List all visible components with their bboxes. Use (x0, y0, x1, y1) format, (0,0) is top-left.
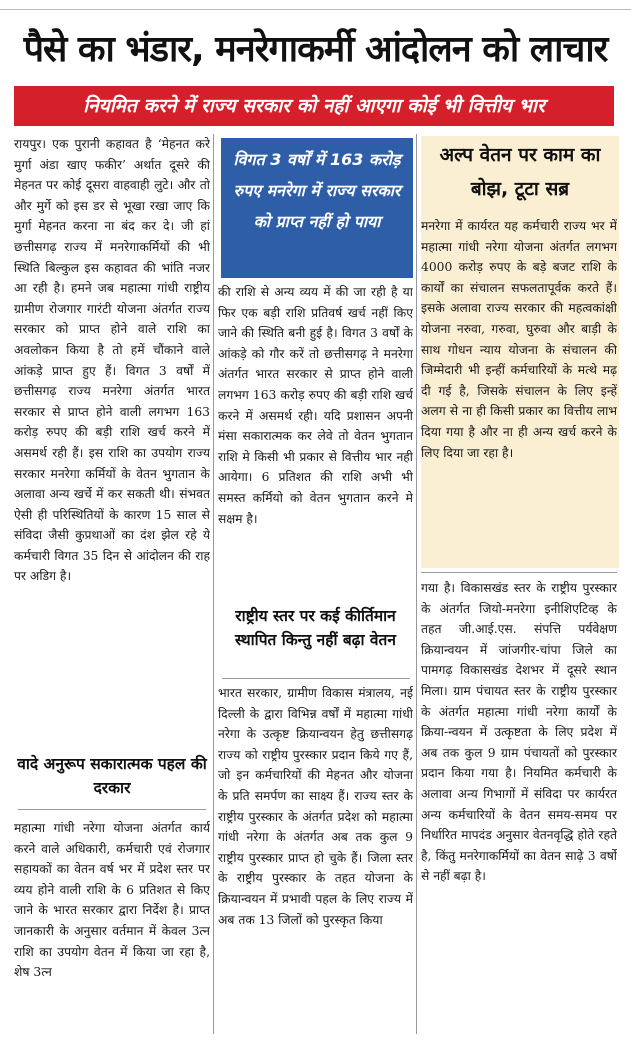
article-paragraph: भारत सरकार, ग्रामीण विकास मंत्रालय, नई दिल्ली के द्वारा विभिन्न वर्षों में महात्मा गांधी नरेगा के उत्कृष्ट क्रियान्वयन हेतु छत्तीसगढ़ राज्य को राष्ट्रीय पुरस्कार प्रदान किये गए हैं, जो इन कर्मचारियों की मेहनत और योजना के प्रति समर्पण का साक्ष्य हैं। राज्य स्तर के राष्ट्रीय पुरस्कार के अंतर्गत प्रदेश को महात्मा गांधी नरेगा के अंतर्गत अब तक कुल 9 राष्ट्रीय पुरस्कार प्राप्त हो चुके हैं। जिला स्तर के राष्ट्रीय पुरस्कार के तहत योजना के क्रियान्वयन में प्रभावी पहल के लिए राज्य में अब तक 13 जिलों को पुरस्कृत किया (218, 686, 413, 927)
column-1b-body (14, 818, 210, 1033)
article-paragraph: महात्मा गांधी नरेगा योजना अंतर्गत कार्य करने वाले अधिकारी, कर्मचारी एवं रोजगार सहायकों का वेतन वर्ष भर में प्रदेश स्तर पर व्यय होने वाली राशि के 6 प्रतिशत से किए जाने के भारत सरकार द्वारा निर्देश है। प्राप्त जानकारी के अनुसार वर्तमान में केवल 3त्न राशि का उपयोग वेतन में किया जा रहा है, शेष 3त्न (14, 821, 210, 980)
article-paragraph: की राशि से अन्य व्यय में की जा रही है या फिर एक बड़ी राशि प्रतिवर्ष खर्च नहीं किए जाने की स्थिति बनी हुई है। विगत 3 वर्षों के आंकड़े को गौर करें तो छत्तीसगढ़ ने मनरेगा अंतर्गत भारत सरकार से प्राप्त होने वाली लगभग 163 करोड़ रुपए की बड़ी राशि खर्च करने में असमर्थ रही। यदि प्रशासन अपनी मंसा सकारात्मक कर लेवे तो वेतन भुगतान राशि मे किसी भी प्रकार से वित्तीय भार नही आयेगा। 6 प्रतिशत की राशि अभी भी समस्त कर्मियो को वेतन भुगतान करने मे सक्षम है। (218, 285, 413, 526)
sidebar-headline: अल्प वेतन पर काम का बोझ, टूटा सब्र (439, 144, 601, 200)
column-divider (416, 134, 417, 1034)
subhead-divider (222, 678, 410, 679)
article-paragraph: रायपुर। एक पुरानी कहावत है ‘मेहनत करे मुर्गा अंडा खाए फकीर’ अर्थात दूसरे की मेहनत पर कोई दूसरा वाहवाही लुटे। और तो और मुर्गे को इस डर से भूखा रखा जाए कि मुर्गा मेहनत करना ना बंद कर दे। जी हां छत्तीसगढ़ राज्य में मनरेगाकर्मियों की भी स्थिति बिल्कुल इस कहावत की भांति नजर आ रही है। हमने जब महात्मा गांधी राष्ट्रीय ग्रामीण रोजगार गारंटी योजना अंतर्गत राज्य सरकार को प्राप्त होने वाले राशि का अवलोकन किया है तो हमें चौंकाने वाले आंकड़े प्राप्त हुए हैं। विगत 3 वर्षों में छत्तीसगढ़ राज्य मनरेगा अंतर्गत भारत सरकार से प्राप्त होने वाली लगभग 163 करोड़ रुपए की बड़ी राशि खर्च करने में असमर्थ रही हैं। इस राशि का उपयोग राज्य सरकार मनरेगा कर्मियों के वेतन भुगतान के अलावा अन्य खर्चे में कर सकती थी। संभवत ऐसी ही परिस्थितियों के कारण 15 साल से संविदा जैसी कुप्रथाओं का दंश झेल रहे ये कर्मचारी विगत 35 दिन से आंदोलन की राह पर अडिग है। (14, 137, 210, 584)
page-top-border (0, 0, 631, 10)
column-2b-body (218, 683, 413, 1033)
column-1-body (14, 134, 210, 748)
subheadline-banner: नियमित करने में राज्य सरकार को नहीं आएगा कोई भी वित्तीय भार (14, 86, 614, 126)
article-paragraph: गया है। विकासखंड स्तर के राष्ट्रीय पुरस्कार के अंतर्गत जियो-मनरेगा इनीशिएटिव्ह के तहत जी.आई.एस. संपत्ति पर्यवेक्षण क्रियान्वयन में जांजगीर-चांपा जिले का पामगढ़ विकासखंड देशभर में दूसरे स्थान मिला। ग्राम पंचायत स्तर के राष्ट्रीय पुरस्कार के अंतर्गत महात्मा गांधी नरेगा कार्यों के क्रिया-न्वयन में उत्कृष्टता के लिए प्रदेश में अब तक कुल 9 ग्राम पंचायतों को पुरस्कार प्रदान किया गया है। नियमित कर्मचारी के अलावा अन्य गिभागों में संविदा पर कार्यरत अन्य कर्मचारियों के वेतन समय-समय पर निर्धारित मापदंड अनुसार वेतनवृद्धि होते रहते है, किंतु मनरेगाकर्मियों का वेतन साढ़े 3 वर्षो से नहीं बढ़ा है। (421, 581, 617, 884)
headline: पैसे का भंडार, मनरेगाकर्मी आंदोलन को लाचार (23, 29, 608, 70)
sidebar-divider (421, 572, 617, 573)
column-3b-body (421, 578, 617, 1033)
column-3a-body (421, 216, 617, 560)
subhead-divider (18, 809, 206, 810)
subhead-national-awards: राष्ट्रीय स्तर पर कई कीर्तिमान स्थापित किन्तु नहीं बढ़ा वेतन (235, 607, 396, 649)
subhead-positive-initiative: वादे अनुरूप सकारात्मक पहल की दरकार (17, 755, 207, 797)
highlight-box-blue: विगत 3 वर्षों में 163 करोड़ रुपए मनरेगा में राज्य सरकार को प्राप्त नहीं हो पाया (221, 138, 413, 278)
column-divider (213, 134, 214, 1034)
column-2a-body (218, 282, 413, 600)
article-paragraph: मनरेगा में कार्यरत यह कर्मचारी राज्य भर में महात्मा गांधी नरेगा योजना अंतर्गत लगभग 4000 करोड़ रुपए के बड़े बजट राशि के कार्यों का संचालन सफलतापूर्वक करते हैं। इसके अलावा राज्य सरकार की महत्वकांक्षी योजना नरुवा, गरुवा, घुरुवा और बाड़ी के साथ गोधन न्याय योजना के संचालन की जिम्मेदारी भी इन्हीं कर्मचारियों के मत्थे मढ़ दी गई है, जिसके संचालन के लिए इन्हें अलग से ना ही किसी प्रकार का वित्तीय लाभ दिया गया है और ना ही अन्य खर्च करने के लिए दिया जा रहा है। (421, 219, 617, 460)
